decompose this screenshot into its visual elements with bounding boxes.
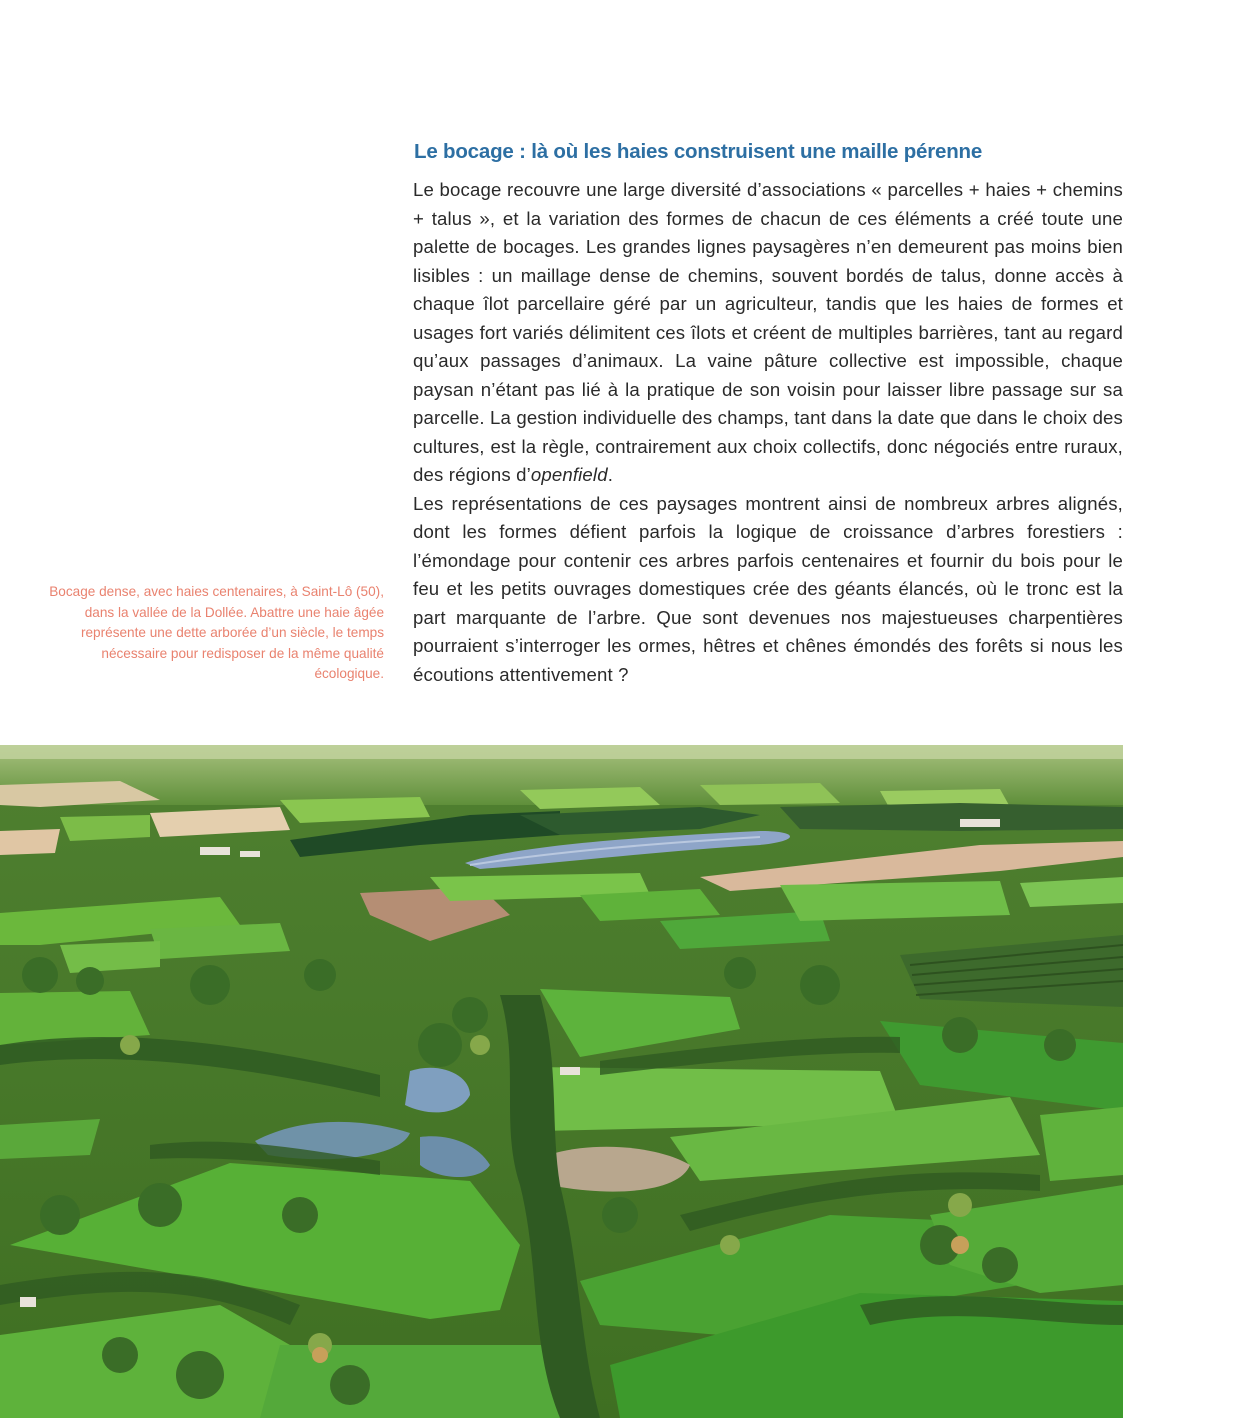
section-heading: Le bocage : là où les haies construisent une maille pérenne [414, 140, 983, 163]
body-text [413, 176, 1123, 689]
paragraph-1 [413, 176, 1123, 490]
paragraph-1-emphasis: openfield [530, 464, 608, 485]
aerial-bocage-photo [0, 745, 1123, 1418]
paragraph-1-text: Le bocage recouvre une large diversité d’associations « parcelles + haies + chemins + talus », et la variation des formes de chacun de ces éléments a créé toute une palette de bocages. Les grandes lignes paysagères n’en demeurent pas moins bien lisibles : un maillage dense de chemins, souvent bordés de talus, donne accès à chaque îlot parcellaire géré par un agriculteur, tandis que les haies de formes et usages fort variés délimitent ces îlots et créent de multiples barrières, tant au regard qu’aux passages d’animaux. La vaine pâture collective est impossible, chaque paysan n’étant pas lié à la pratique de son voisin pour laisser libre passage sur sa parcelle. La gestion individuelle des champs, tant dans la date que dans le choix des cultures, est la règle, contrairement aux choix collectifs, donc négociés entre ruraux, des régions d’ [413, 179, 1123, 485]
paragraph-1-tail: . [607, 464, 614, 485]
aerial-landscape-illustration [0, 745, 1123, 1418]
photo-caption: Bocage dense, avec haies centenaires, à Saint-Lô (50), dans la vallée de la Dollée. Abattre une haie âgée représente une dette arborée d’un siècle, le temps nécessaire pour redisposer de la même qualité écologique. [49, 584, 384, 681]
paragraph-2: Les représentations de ces paysages montrent ainsi de nombreux arbres alignés, dont les formes défient parfois la logique de croissance d’arbres forestiers : l’émondage pour contenir ces arbres parfois centenaires et fournir du bois pour le feu et les petits ouvrages domestiques crée des géants élancés, où le tronc est la part marquante de l’arbre. Que sont devenues nos majestueuses charpentières pourraient s’interroger les ormes, hêtres et chênes émondés des forêts si nous les écoutions attentivement ? [413, 492, 1123, 685]
